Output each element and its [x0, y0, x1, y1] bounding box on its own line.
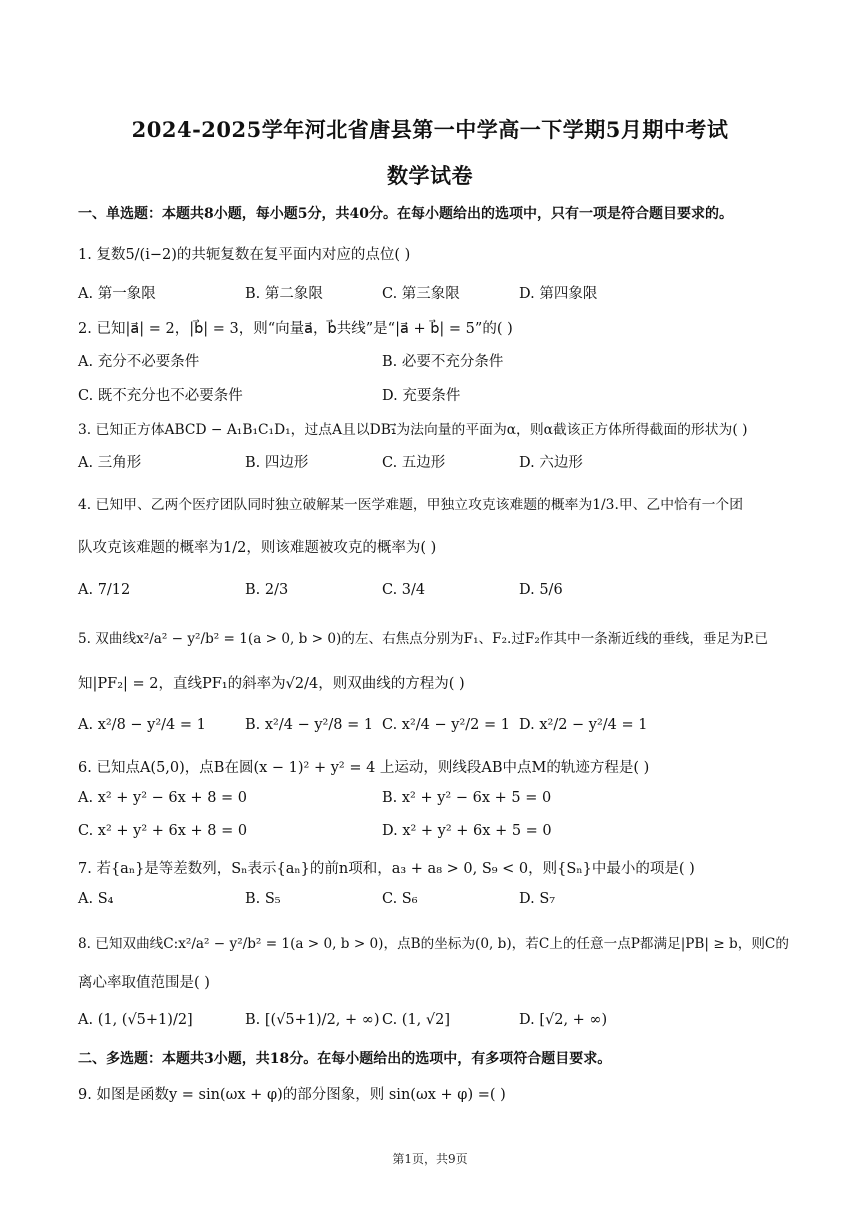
question-2-option-c: C. 既不充分也不必要条件 [78, 388, 243, 404]
question-6-option-c: C. x² + y² + 6x + 8 = 0 [78, 823, 248, 839]
question-8-stem-line-1: 8. 已知双曲线C:x²/a² − y²/b² = 1(a > 0, b > 0)，点B的坐标为(0, b)，若C上的任意一点P都满足|PB| ≥ b，则C的 [78, 936, 789, 952]
question-5-stem-line-2: 知|PF₂| = 2，直线PF₁的斜率为√2/4，则双曲线的方程为( ) [78, 676, 465, 692]
question-4-stem-line-1: 4. 已知甲、乙两个医疗团队同时独立破解某一医学难题，甲独立攻克该难题的概率为1/3.甲、乙中恰有一个团 [78, 497, 743, 513]
question-6-stem: 6. 已知点A(5,0)，点B在圆(x − 1)² + y² = 4 上运动，则线段AB中点M的轨迹方程是( ) [78, 760, 650, 776]
question-7-option-a: A. S₄ [78, 891, 114, 907]
question-2-stem: 2. 已知|a⃗| = 2，|b⃗| = 3，则“向量a⃗，b⃗共线”是“|a⃗ + b⃗| = 5”的( ) [78, 321, 513, 337]
question-7-option-c: C. S₆ [382, 891, 418, 907]
question-4-stem-line-2: 队攻克该难题的概率为1/2，则该难题被攻克的概率为( ) [78, 540, 437, 556]
question-4-option-d: D. 5/6 [519, 582, 563, 598]
exam-subtitle: 数学试卷 [387, 163, 473, 188]
question-3-option-a: A. 三角形 [78, 455, 142, 471]
question-1-stem: 1. 复数5/(i−2)的共轭复数在复平面内对应的点位( ) [78, 247, 411, 263]
question-5-option-a: A. x²/8 − y²/4 = 1 [78, 717, 206, 733]
section-multiple-choice-heading: 二、多选题：本题共3小题，共18分。在每小题给出的选项中，有多项符合题目要求。 [78, 1051, 612, 1067]
question-3-stem: 3. 已知正方体ABCD − A₁B₁C₁D₁，过点A且以DB₁⃗为法向量的平面为α，则α截该正方体所得截面的形状为( ) [78, 422, 748, 438]
question-6-option-b: B. x² + y² − 6x + 5 = 0 [382, 790, 552, 806]
question-5-stem-line-1: 5. 双曲线x²/a² − y²/b² = 1(a > 0, b > 0)的左、右焦点分别为F₁、F₂.过F₂作其中一条渐近线的垂线，垂足为P.已 [78, 631, 769, 647]
question-3-option-d: D. 六边形 [519, 455, 583, 471]
question-7-option-b: B. S₅ [245, 891, 281, 907]
question-1-option-c: C. 第三象限 [382, 286, 460, 302]
question-8-option-b: B. [(√5+1)/2, + ∞) [245, 1012, 380, 1028]
question-4-option-c: C. 3/4 [382, 582, 426, 598]
question-6-option-a: A. x² + y² − 6x + 8 = 0 [78, 790, 248, 806]
question-5-option-b: B. x²/4 − y²/8 = 1 [245, 717, 374, 733]
question-5-option-d: D. x²/2 − y²/4 = 1 [519, 717, 648, 733]
question-3-option-b: B. 四边形 [245, 455, 309, 471]
question-1-option-d: D. 第四象限 [519, 286, 598, 302]
question-7-option-d: D. S₇ [519, 891, 556, 907]
question-4-option-b: B. 2/3 [245, 582, 289, 598]
question-8-option-a: A. (1, (√5+1)/2] [78, 1012, 193, 1028]
question-1-option-a: A. 第一象限 [78, 286, 156, 302]
question-2-option-b: B. 必要不充分条件 [382, 354, 504, 370]
question-8-option-c: C. (1, √2] [382, 1012, 451, 1028]
question-2-option-d: D. 充要条件 [382, 388, 461, 404]
question-4-option-a: A. 7/12 [78, 582, 131, 598]
question-3-option-c: C. 五边形 [382, 455, 446, 471]
question-8-stem-line-2: 离心率取值范围是( ) [78, 975, 210, 991]
section-single-choice-heading: 一、单选题：本题共8小题，每小题5分，共40分。在每小题给出的选项中，只有一项是符合题目要求的。 [78, 206, 733, 222]
page-footer: 第1页，共9页 [392, 1152, 468, 1166]
question-1-option-b: B. 第二象限 [245, 286, 323, 302]
exam-title: 2024-2025学年河北省唐县第一中学高一下学期5月期中考试 [131, 117, 729, 142]
question-6-option-d: D. x² + y² + 6x + 5 = 0 [382, 823, 552, 839]
question-5-option-c: C. x²/4 − y²/2 = 1 [382, 717, 510, 733]
question-7-stem: 7. 若{aₙ}是等差数列，Sₙ表示{aₙ}的前n项和，a₃ + a₈ > 0, S₉ < 0，则{Sₙ}中最小的项是( ) [78, 861, 695, 877]
question-2-option-a: A. 充分不必要条件 [78, 354, 200, 370]
question-8-option-d: D. [√2, + ∞) [519, 1012, 608, 1028]
question-9-stem: 9. 如图是函数y = sin(ωx + φ)的部分图象，则 sin(ωx + φ) =( ) [78, 1087, 506, 1103]
